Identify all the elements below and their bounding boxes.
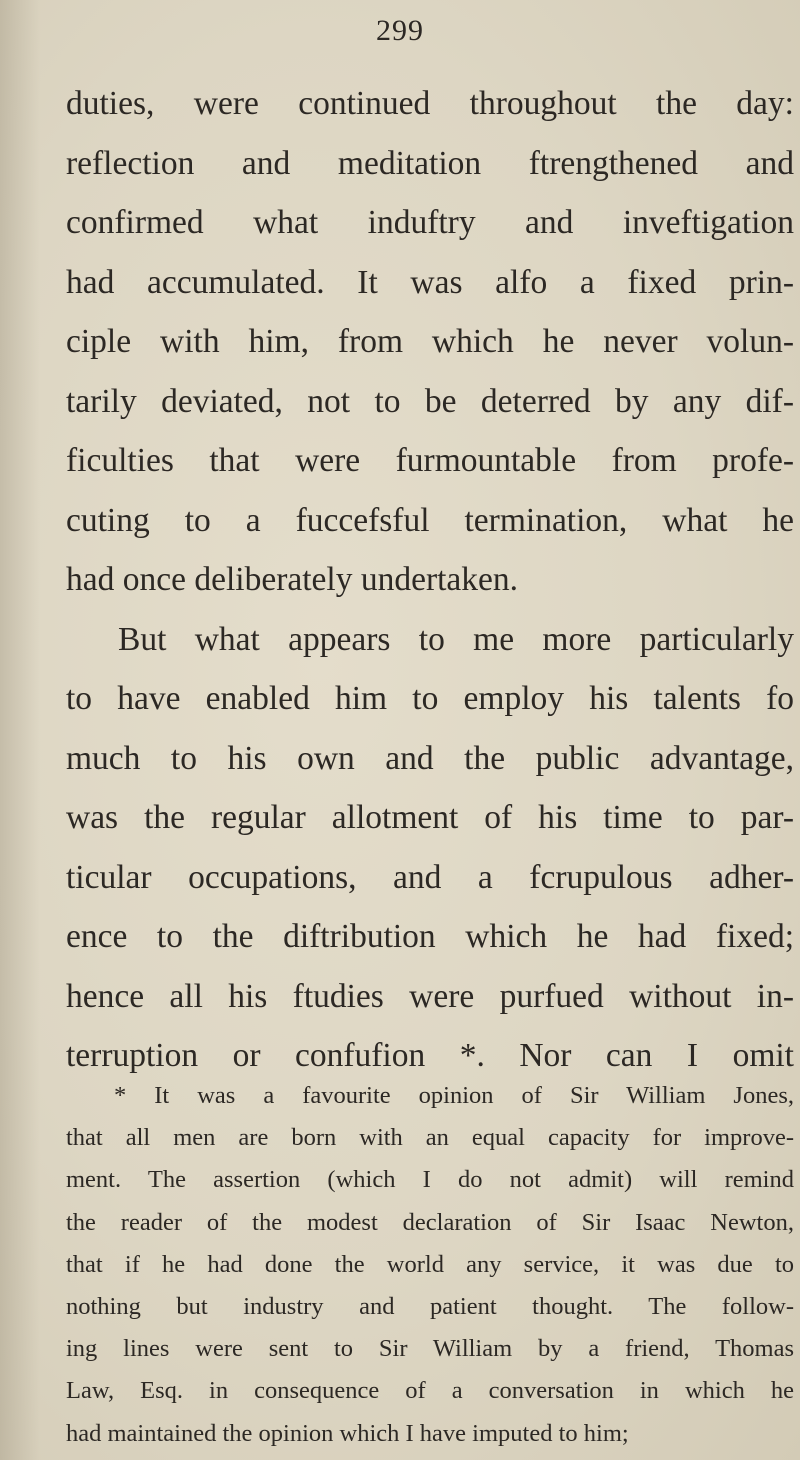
- body-line: ficulties that were furmountable from profe-: [66, 442, 794, 479]
- footnote-line: Law, Esq. in consequence of a conversation in which he: [66, 1377, 794, 1405]
- page-number: 299: [376, 14, 424, 47]
- body-line: tarily deviated, not to be deterred by any dif-: [66, 382, 794, 420]
- footnote-line: ment. The assertion (which I do not admit) will remind: [66, 1166, 794, 1194]
- body-line: cuting to a fuccefsful termination, what he: [66, 501, 794, 539]
- footnote-line: that if he had done the world any service, it was due to: [66, 1250, 794, 1278]
- body-line: confirmed what induftry and inveftigation: [66, 204, 794, 241]
- body-line: was the regular allotment of his time to par-: [66, 799, 794, 836]
- body-line: hence all his ftudies were purfued without in-: [66, 977, 794, 1015]
- body-line: But what appears to me more particularly: [118, 620, 794, 658]
- body-line: had accumulated. It was alfo a fixed prin-: [66, 263, 794, 301]
- footnote-line: had maintained the opinion which I have imputed to him;: [66, 1419, 629, 1447]
- body-line: terruption or confufion *. Nor can I omit: [66, 1037, 794, 1074]
- footnote-line: that all men are born with an equal capacity for improve-: [66, 1124, 794, 1152]
- body-line: ence to the diftribution which he had fixed;: [66, 918, 794, 955]
- page-gutter-shadow: [0, 0, 40, 1460]
- footnote-line: the reader of the modest declaration of Sir Isaac Newton,: [66, 1208, 794, 1236]
- footnote-line: nothing but industry and patient thought. The follow-: [66, 1293, 794, 1320]
- body-line: had once deliberately undertaken.: [66, 561, 519, 598]
- footnote-line: ing lines were sent to Sir William by a friend, Thomas: [66, 1335, 794, 1363]
- footnote-line: * It was a favourite opinion of Sir William Jones,: [114, 1082, 794, 1109]
- body-line: to have enabled him to employ his talents fo: [66, 680, 794, 717]
- body-line: ticular occupations, and a fcrupulous adher-: [66, 858, 794, 896]
- body-line: ciple with him, from which he never volun-: [66, 323, 794, 360]
- body-line: duties, were continued throughout the day:: [66, 85, 794, 122]
- body-line: reflection and meditation ftrengthened and: [66, 144, 794, 182]
- body-line: much to his own and the public advantage,: [66, 739, 794, 777]
